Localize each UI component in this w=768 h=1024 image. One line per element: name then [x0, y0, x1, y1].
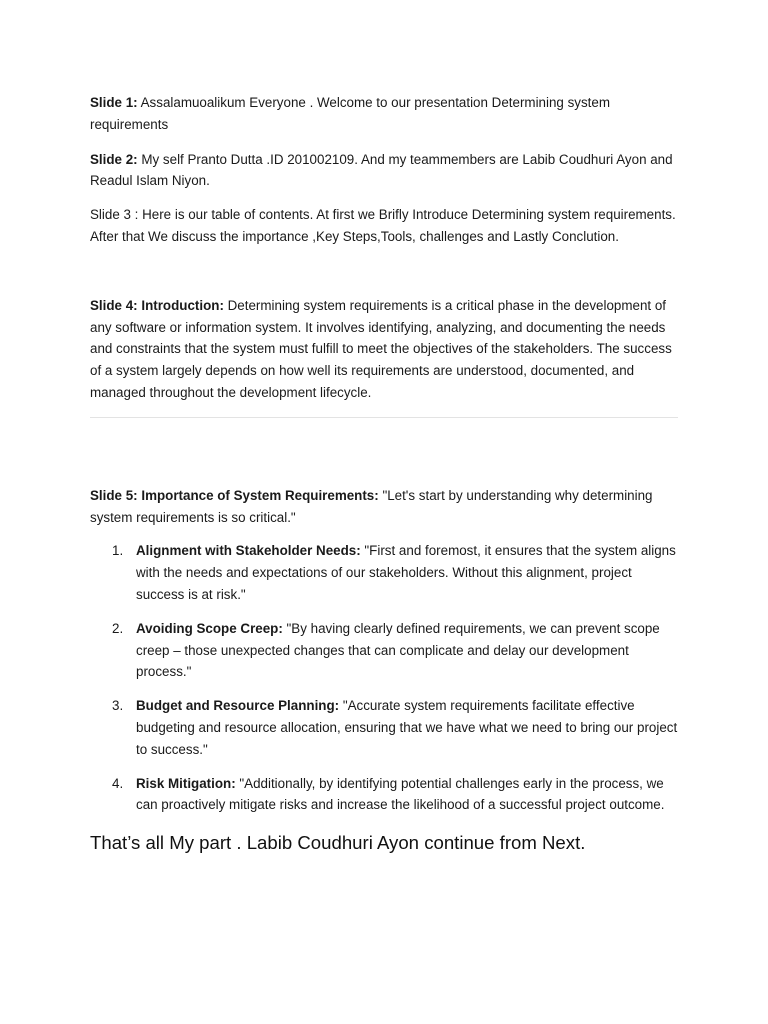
slide-4-paragraph: [90, 295, 678, 404]
slide-4-label: Slide 4: Introduction:: [90, 297, 224, 313]
importance-list: [90, 540, 678, 816]
list-item-title: Risk Mitigation:: [136, 775, 236, 791]
list-item-number: 2.: [112, 620, 124, 636]
list-item-text: "Accurate system requirements facilitate effective budgeting and resource allocation, ensuring that we have what we need to bring our project to success.": [136, 698, 678, 757]
slide-2-label: Slide 2:: [90, 151, 138, 167]
closing-line: That’s all My part . Labib Coudhuri Ayon continue from Next.: [90, 832, 586, 854]
section-divider: [90, 417, 678, 418]
list-item-title: Alignment with Stakeholder Needs:: [136, 543, 361, 559]
list-item: [90, 540, 678, 605]
list-item-number: 3.: [112, 698, 124, 714]
slide-5-text: "Let's start by understanding why determining system requirements is so critical.": [90, 487, 653, 525]
slide-1-paragraph: [90, 92, 678, 136]
list-item-text: "First and foremost, it ensures that the system aligns with the needs and expectations of our stakeholders. Without this alignment, project success is at risk.": [136, 543, 676, 602]
document-page: [90, 92, 678, 856]
list-item: [90, 773, 678, 817]
slide-2-paragraph: [90, 149, 678, 193]
list-item-title: Budget and Resource Planning:: [136, 698, 340, 714]
slide-5-label: Slide 5: Importance of System Requirements:: [90, 487, 379, 503]
slide-3-text: Slide 3 : Here is our table of contents. At first we Brifly Introduce Determining system requirements. After that We discuss the importance ,Key Steps,Tools, challenges and Lastly Conclution.: [90, 207, 676, 244]
list-item-number: 1.: [112, 543, 124, 559]
list-item-number: 4.: [112, 775, 124, 791]
slide-1-text: Assalamuoalikum Everyone . Welcome to our presentation Determining system requirements: [90, 95, 610, 132]
slide-4-text: Determining system requirements is a critical phase in the development of any software or information system. It involves identifying, analyzing, and documenting the needs and constraints that the system must fulfill to meet the objectives of the stakeholders. The success of a system largely depends on how well its requirements are understood, documented, and managed throughout the development lifecycle.: [90, 297, 672, 400]
list-item-text: "By having clearly defined requirements, we can prevent scope creep – those unexpected changes that can complicate and delay our development process.": [136, 620, 660, 680]
slide-2-text: My self Pranto Dutta .ID 201002109. And my teammembers are Labib Coudhuri Ayon and Readul Islam Niyon.: [90, 151, 673, 189]
list-item-text: "Additionally, by identifying potential challenges early in the process, we can proactively mitigate risks and increase the likelihood of a successful project outcome.: [136, 775, 665, 813]
list-item: [90, 695, 678, 760]
list-item-title: Avoiding Scope Creep:: [136, 620, 283, 636]
slide-1-label: Slide 1:: [90, 95, 138, 110]
slide-3-paragraph: [90, 204, 678, 248]
list-item: [90, 618, 678, 683]
slide-5-paragraph: [90, 485, 678, 529]
